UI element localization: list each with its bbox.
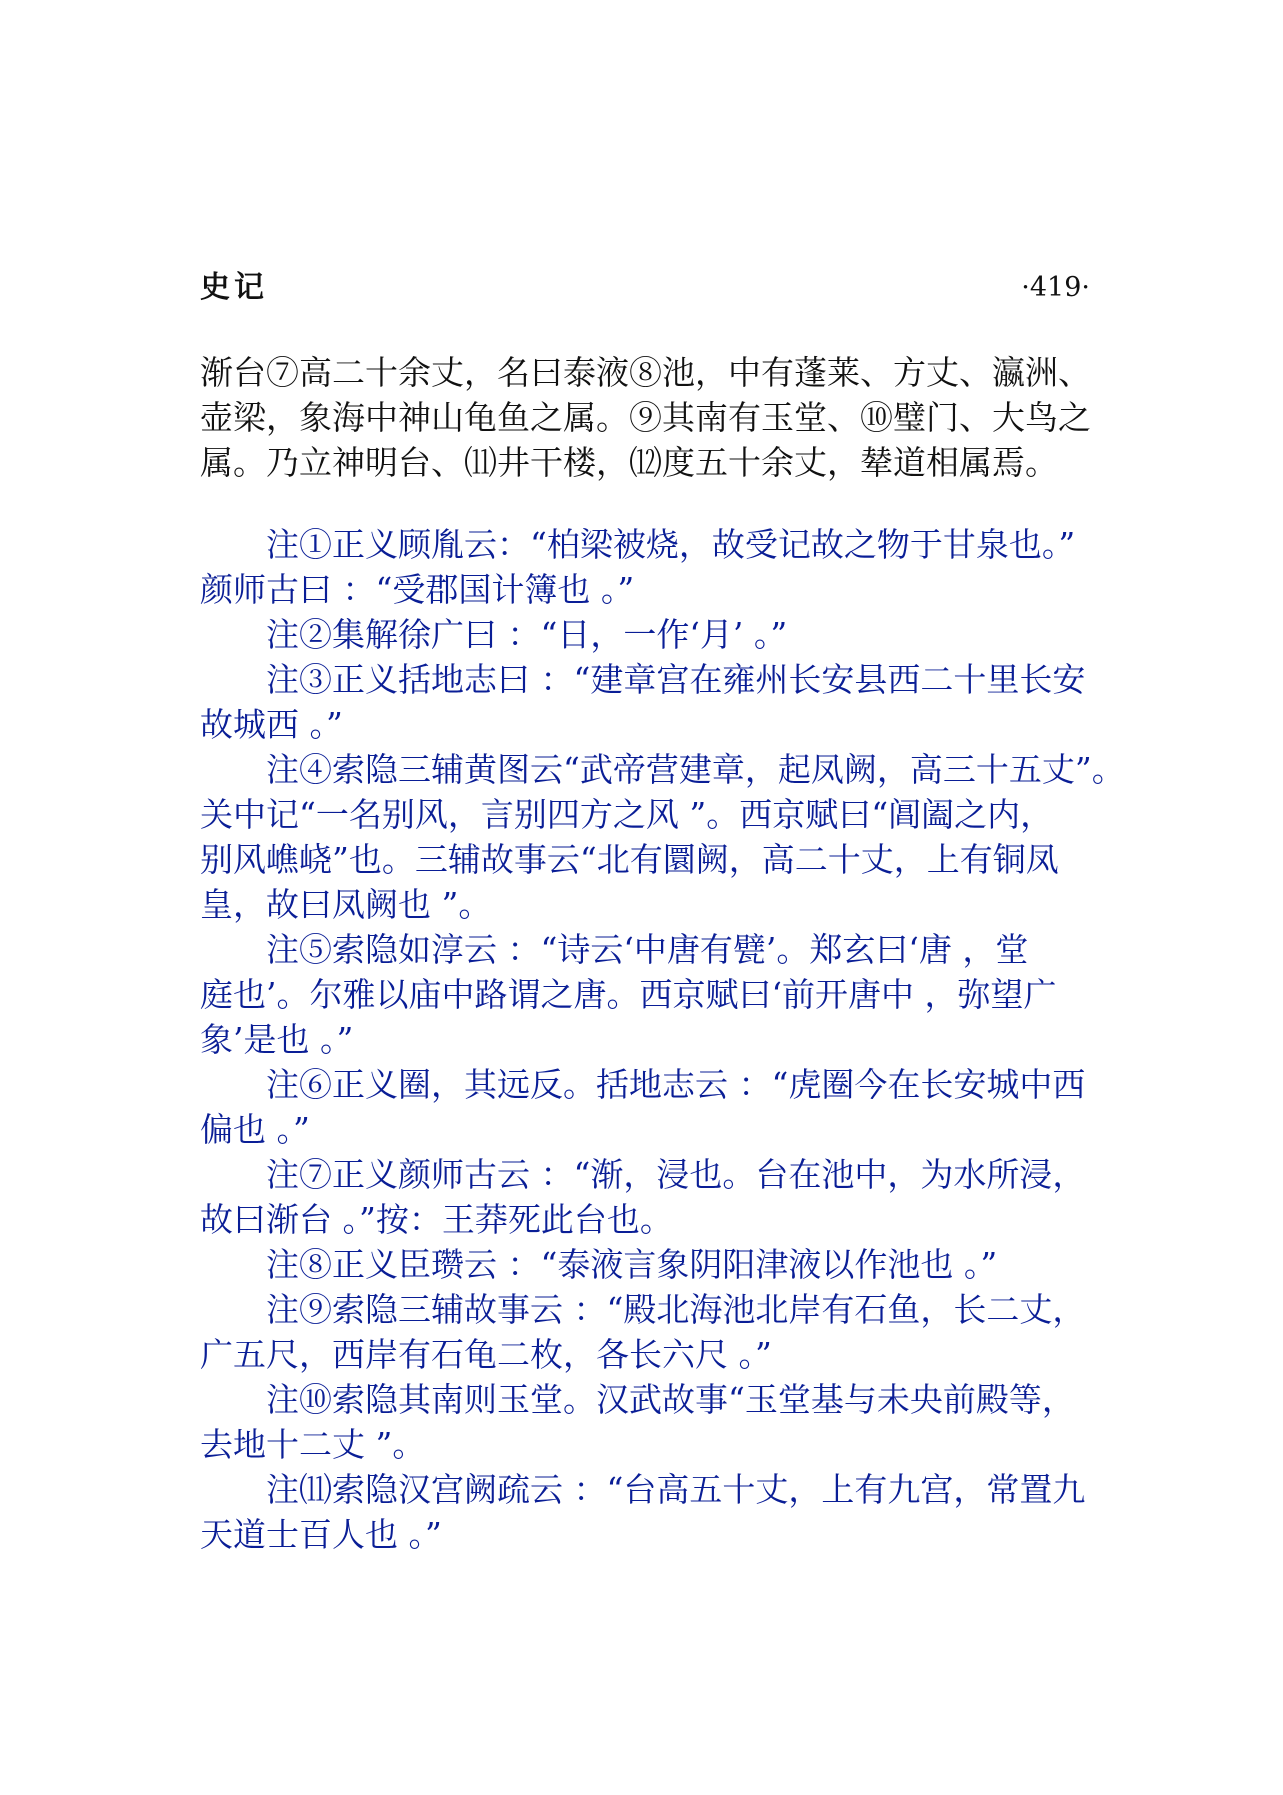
notes-section <box>200 522 1125 1557</box>
note-line: 故城西 。” <box>200 705 343 744</box>
note-line: 注⑨索隐三辅故事云 ：“殿北海池北岸有石鱼，长二丈， <box>266 1290 1086 1329</box>
note-line: 去地十二丈 ”。 <box>200 1425 426 1464</box>
page-number: ·419· <box>1021 272 1090 303</box>
note-7 <box>200 1152 1095 1242</box>
note-5 <box>200 927 1095 1062</box>
main-text-line: 渐台⑦高二十余丈，名曰泰液⑧池，中有蓬莱、方丈、瀛洲、 <box>200 353 1091 392</box>
main-text-line: 壶梁，象海中神山龟鱼之属。⑨其南有玉堂、⑩璧门、大鸟之 <box>200 398 1091 437</box>
note-line: 象’是也 。” <box>200 1020 354 1059</box>
note-3 <box>200 657 1095 747</box>
note-1 <box>200 522 1095 612</box>
note-line: 关中记“一名别风，言别四方之风 ”。西京赋曰“阊阖之内， <box>200 795 1054 834</box>
note-line: 注⑾索隐汉宫阙疏云 ：“台高五十丈，上有九宫，常置九 <box>266 1470 1086 1509</box>
book-title: 史记 <box>200 270 268 305</box>
note-line: 注⑩索隐其南则玉堂。汉武故事“玉堂基与未央前殿等， <box>266 1380 1075 1419</box>
note-line: 别风嶕峣”也。三辅故事云“北有圜阙，高二十丈，上有铜凤 <box>200 840 1059 879</box>
note-line: 注⑤索隐如淳云 ：“诗云‘中唐有甓’。郑玄曰‘唐 ，堂 <box>266 930 1029 969</box>
main-text-line: 属。乃立神明台、⑾井干楼，⑿度五十余丈，辇道相属焉。 <box>200 443 1058 482</box>
note-2 <box>200 612 1095 657</box>
note-line: 偏也 。” <box>200 1110 310 1149</box>
note-line: 故曰渐台 。”按：王莽死此台也。 <box>200 1200 673 1239</box>
note-9 <box>200 1287 1095 1377</box>
main-text <box>200 350 1095 485</box>
note-line: 注④索隐三辅黄图云“武帝营建章，起凤阙，高三十五丈”。 <box>266 750 1125 789</box>
note-line: 天道士百人也 。” <box>200 1515 442 1554</box>
note-6 <box>200 1062 1095 1152</box>
note-11 <box>200 1467 1095 1557</box>
note-line: 注⑧正义臣瓒云 ：“泰液言象阴阳津液以作池也 。” <box>266 1245 998 1284</box>
note-line: 注①正义顾胤云：“柏梁被烧，故受记故之物于甘泉也。” <box>266 525 1076 564</box>
page-header <box>200 264 1090 312</box>
note-line: 注⑦正义颜师古云 ：“渐，浸也。台在池中，为水所浸， <box>266 1155 1086 1194</box>
note-line: 广五尺，西岸有石龟二枚，各长六尺 。” <box>200 1335 772 1374</box>
note-line: 注②集解徐广曰 ：“日，一作‘月’ 。” <box>266 615 788 654</box>
note-10 <box>200 1377 1095 1467</box>
note-4 <box>200 747 1125 927</box>
note-8 <box>200 1242 1095 1287</box>
note-line: 颜师古曰 ：“受郡国计簿也 。” <box>200 570 635 609</box>
note-line: 皇，故曰凤阙也 ”。 <box>200 885 492 924</box>
note-line: 庭也’。尔雅以庙中路谓之唐。西京赋曰‘前开唐中 ，弥望广 <box>200 975 1057 1014</box>
note-line: 注⑥正义圈，其远反。括地志云 ：“虎圈今在长安城中西 <box>266 1065 1086 1104</box>
note-line: 注③正义括地志曰 ：“建章宫在雍州长安县西二十里长安 <box>266 660 1086 699</box>
